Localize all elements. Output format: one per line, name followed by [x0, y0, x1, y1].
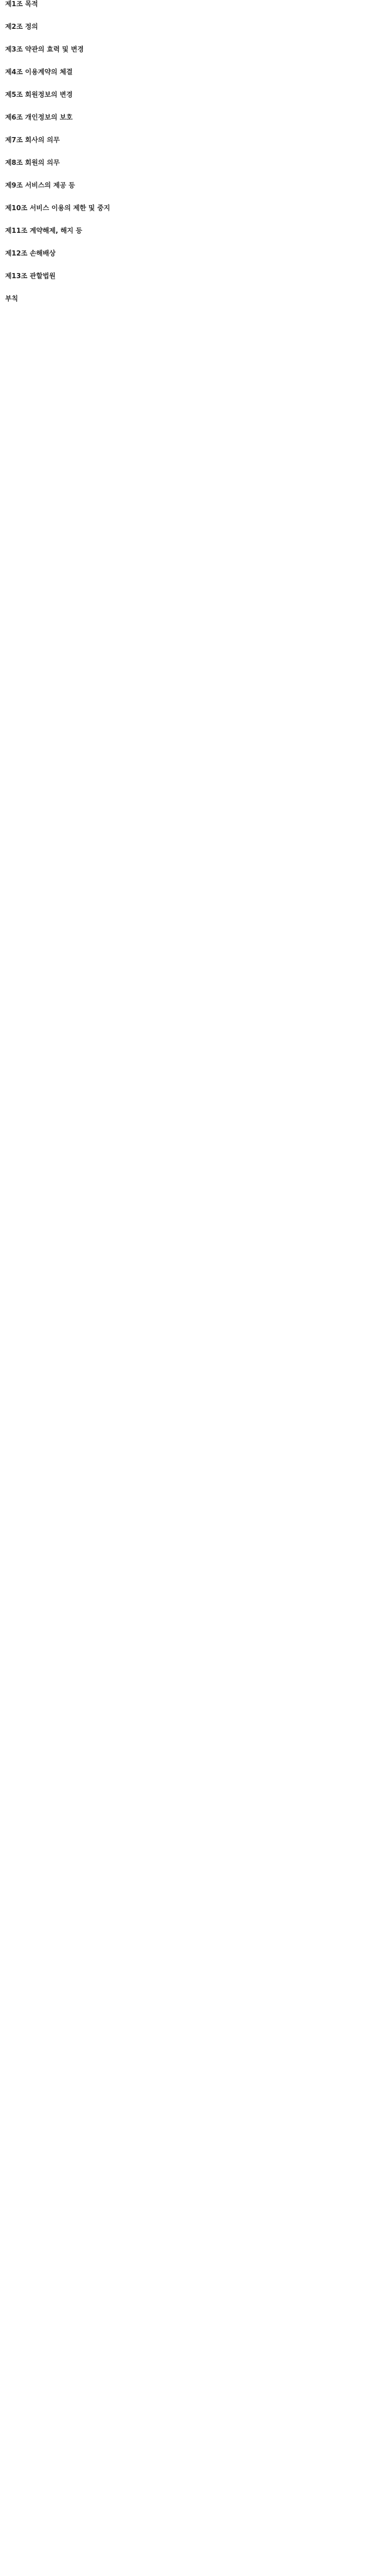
article-section: [5, 45, 378, 55]
article-section: [5, 181, 378, 191]
article-section: [5, 204, 378, 213]
article-section: [5, 68, 378, 77]
article-section: [5, 272, 378, 281]
article-section: [5, 23, 378, 32]
article-section: [5, 113, 378, 123]
article-title: 제4조 이용계약의 체결: [5, 69, 73, 76]
article-section: [5, 0, 378, 9]
article-title: 제9조 서비스의 제공 등: [5, 182, 75, 190]
article-section: [5, 91, 378, 100]
article-title: 부칙: [5, 295, 19, 303]
article-title: 제2조 정의: [5, 23, 38, 31]
article-title: 제3조 약관의 효력 및 변경: [5, 46, 84, 54]
article-title: 제5조 회원정보의 변경: [5, 91, 73, 99]
article-title: 제8조 회원의 의무: [5, 159, 60, 167]
article-section: [5, 249, 378, 259]
article-title: 제6조 개인정보의 보호: [5, 114, 73, 122]
article-title: 제13조 관할법원: [5, 273, 56, 280]
article-section: [5, 159, 378, 168]
article-section: [5, 227, 378, 236]
article-title: 제12조 손해배상: [5, 250, 56, 258]
article-title: 제11조 계약해제, 해지 등: [5, 227, 82, 235]
article-section: [5, 295, 378, 304]
article-section: [5, 136, 378, 145]
article-title: 제10조 서비스 이용의 제한 및 중지: [5, 205, 110, 212]
article-title: 제7조 회사의 의무: [5, 137, 60, 144]
article-title: 제1조 목적: [5, 1, 38, 8]
